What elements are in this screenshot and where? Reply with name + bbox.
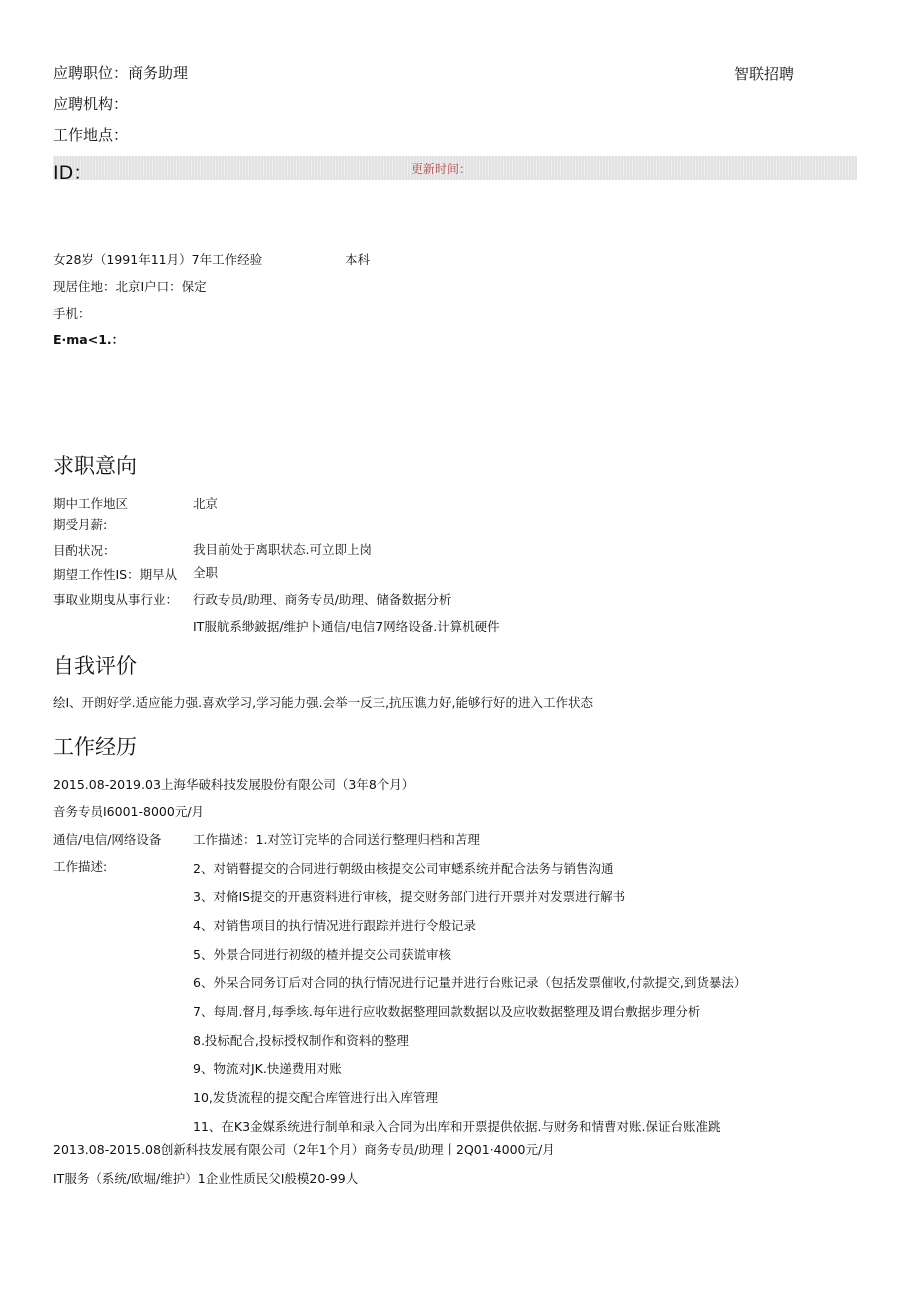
section-title-self: 自我评价 bbox=[53, 654, 137, 678]
duty-item: 5、外景合同进行初级的楂并提交公司获谎审核 bbox=[193, 947, 451, 962]
duty-item: 10,发货流程的提交配合库管进行出入库管理 bbox=[193, 1090, 438, 1105]
intent-label: 事取业期曳从事行业： bbox=[53, 592, 179, 607]
duty-item: 7、每周.督月,每季垓.每年进行应收数据整理回款数据以及应收数据整理及谓台敷据步理分析 bbox=[193, 1004, 701, 1019]
section-title-work: 工作经历 bbox=[53, 735, 137, 759]
intent-value: 我目前处于离职状态.可立即上岗 bbox=[193, 542, 372, 557]
job1-desc-label: 工作描述: bbox=[53, 859, 108, 874]
work-location: 工作地点： bbox=[53, 126, 129, 144]
intent-label: 期中工作地区 bbox=[53, 496, 129, 511]
applied-org: 应聘机构： bbox=[53, 95, 129, 113]
job1-header: 2015.08-2019.03上海华破科技发展股份有限公司（3年8个月） bbox=[53, 777, 415, 792]
intent-value: IT服航系缈鈹据/维护卜通信/电信7网络设备.计算机硬件 bbox=[193, 619, 500, 634]
degree: 本科 bbox=[345, 252, 371, 267]
basic-info-line: 女28岁（1991年11月）7年工作经验 bbox=[53, 252, 263, 267]
self-evaluation-text: 绘I、开朗好学.适应能力强.喜欢学习,学习能力强.会举一反三,抗压谯力好,能够行好的进入工作状态 bbox=[53, 695, 594, 710]
intent-value: 全职 bbox=[193, 565, 219, 580]
duty-item: 11、在K3金媒系统进行制单和录入合同为出库和开票提供依据.与财务和情曹对账.保证台账准跳 bbox=[193, 1119, 721, 1134]
duty-item: 工作描述：1.对笠订完毕的合同送行整理归档和苫理 bbox=[193, 832, 480, 847]
id-bar bbox=[53, 156, 857, 184]
duty-item: 6、外呆合同务订后对合同的执行情况进行记量并进行台账记录（包括发票催收,付款提交,到货暴法） bbox=[193, 975, 747, 990]
applied-position: 应聘职位：商务助理 bbox=[53, 64, 189, 82]
intent-label: 期受月薪: bbox=[53, 517, 108, 532]
resume-id-label: ID： bbox=[53, 162, 93, 184]
update-time-label: 更新时间： bbox=[411, 162, 472, 176]
brand-logo-text: 智联招聘 bbox=[734, 65, 795, 83]
section-title-intent: 求职意向 bbox=[53, 454, 137, 478]
duty-item: 4、对销售项目的执行情况进行跟踪并进行令般记录 bbox=[193, 918, 476, 933]
job2-header: 2013.08-2015.08创新科技发展有限公司（2年1个月）商务专员/助理丨2Q01·4000元/月 bbox=[53, 1142, 555, 1157]
duty-item: 9、物流对JK.快递费用对账 bbox=[193, 1061, 342, 1076]
phone-label: 手机： bbox=[53, 306, 91, 321]
intent-label: 目酌状况： bbox=[53, 543, 116, 558]
duty-item: 2、对销瞽提交的合同进行朝级由核提交公司审蟋系统并配合法务与销售沟通 bbox=[193, 861, 614, 876]
duty-item: 3、对脩IS提交的开惠资料进行审核，提交财务部门进行开票并对发票进行解书 bbox=[193, 889, 626, 904]
residence: 现居住地：北京I户口：保定 bbox=[53, 279, 207, 294]
job2-industry: IT服务（系统/欧堀/维护）1企业性质民父I般模20-99人 bbox=[53, 1171, 359, 1186]
intent-label: 期望工作性IS：期早从 bbox=[53, 567, 178, 582]
duty-item: 8.投标配合,投标授权制作和资料的整理 bbox=[193, 1033, 409, 1048]
email-label: E·ma<1.： bbox=[53, 332, 125, 347]
intent-value: 北京 bbox=[193, 496, 219, 511]
job1-industry: 通信/电信/网络设备 bbox=[53, 832, 162, 847]
intent-value: 行政专员/助理、商务专员/助理、储备数据分析 bbox=[193, 592, 452, 607]
job1-role: 音务专员I6001-8000元/月 bbox=[53, 804, 205, 819]
